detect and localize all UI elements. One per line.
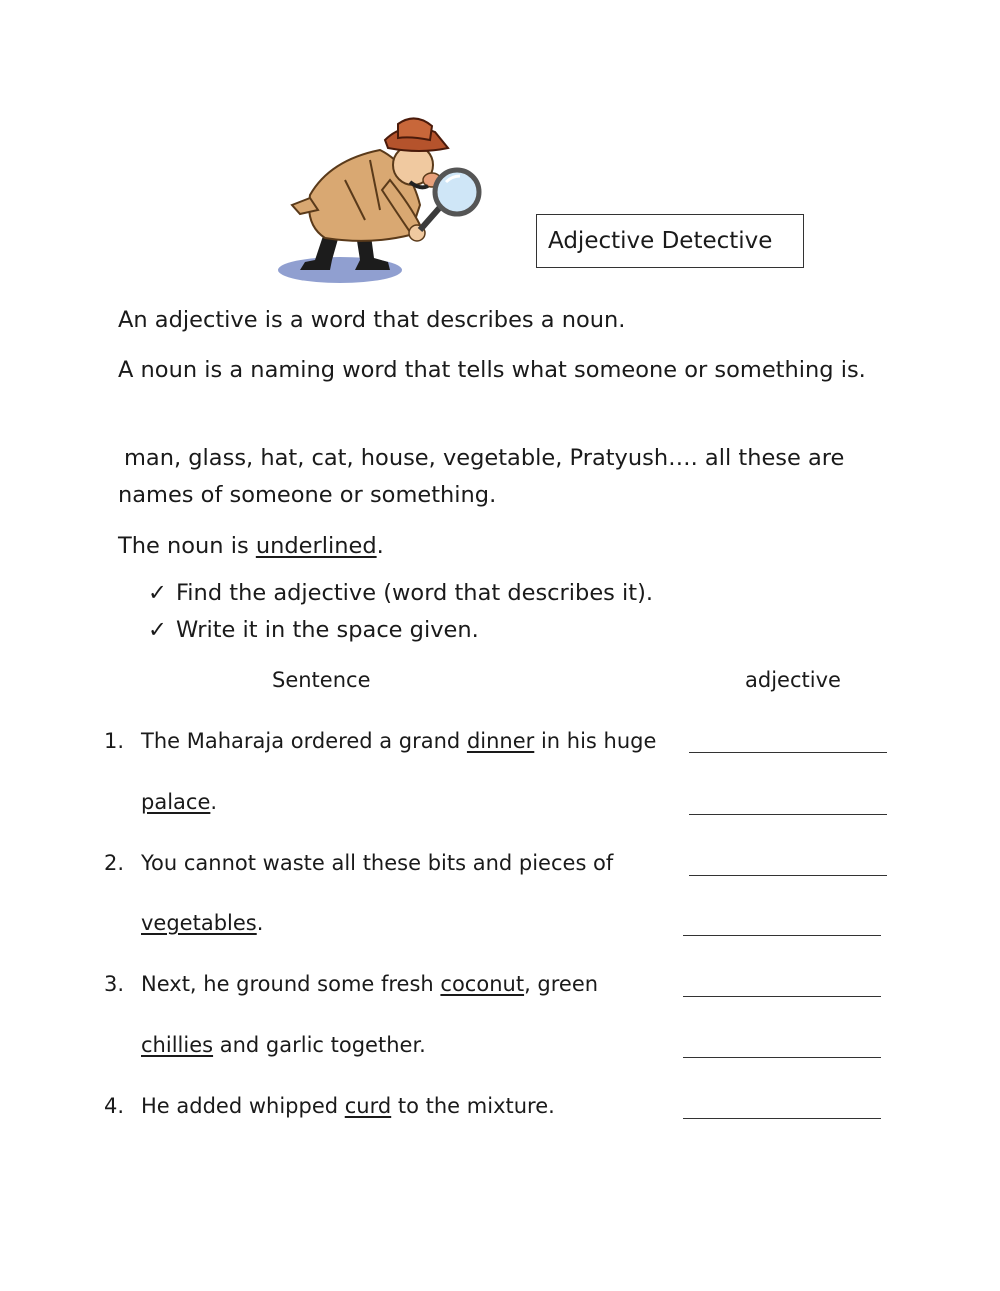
noun-word: coconut <box>440 972 525 996</box>
underline-note: The noun is underlined. <box>118 533 384 559</box>
sentence-column-header: Sentence <box>272 668 371 692</box>
question-number: 1. <box>104 729 125 753</box>
answer-blank[interactable] <box>683 1057 881 1058</box>
answer-blank[interactable] <box>689 752 887 753</box>
question-text: You cannot waste all these bits and pieces of <box>141 851 614 875</box>
answer-blank[interactable] <box>683 1118 881 1119</box>
underlined-example: underlined <box>255 533 377 559</box>
question-text: Next, he ground some fresh coconut, green <box>141 972 599 996</box>
checkmark-icon: ✓ <box>148 580 167 606</box>
question-number: 3. <box>104 972 125 996</box>
noun-word: vegetables <box>141 911 257 935</box>
instruction-item: ✓ Find the adjective (word that describes it). <box>148 580 654 606</box>
worksheet-title: Adjective Detective <box>536 214 804 268</box>
definition-noun: A noun is a naming word that tells what someone or something is. <box>118 357 866 383</box>
answer-blank[interactable] <box>683 935 881 936</box>
noun-word: palace <box>141 790 211 814</box>
answer-blank[interactable] <box>689 875 887 876</box>
instruction-item: ✓ Write it in the space given. <box>148 617 479 643</box>
question-number: 4. <box>104 1094 125 1118</box>
definition-adjective: An adjective is a word that describes a noun. <box>118 307 626 333</box>
question-text: The Maharaja ordered a grand dinner in his huge <box>141 729 657 753</box>
question-text: palace. <box>141 790 218 814</box>
answer-blank[interactable] <box>683 996 881 997</box>
adjective-column-header: adjective <box>745 668 841 692</box>
answer-blank[interactable] <box>689 814 887 815</box>
question-text: vegetables. <box>141 911 264 935</box>
detective-illustration <box>270 110 490 290</box>
checkmark-icon: ✓ <box>148 617 167 643</box>
noun-word: dinner <box>466 729 535 753</box>
question-text: chillies and garlic together. <box>141 1033 426 1057</box>
noun-word: chillies <box>141 1033 214 1057</box>
noun-examples: man, glass, hat, cat, house, vegetable, Pratyush…. all these are names of someone or something. <box>118 445 845 508</box>
question-number: 2. <box>104 851 125 875</box>
question-text: He added whipped curd to the mixture. <box>141 1094 555 1118</box>
noun-word: curd <box>344 1094 392 1118</box>
